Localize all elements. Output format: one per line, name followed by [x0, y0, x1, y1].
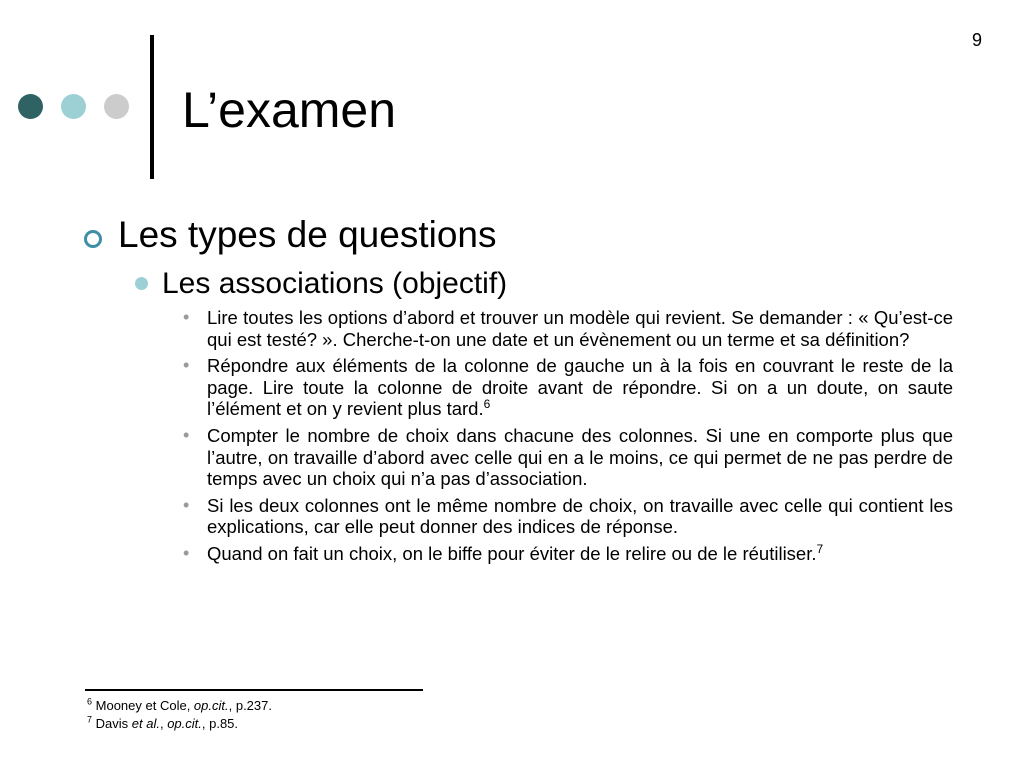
list-item [183, 425, 953, 490]
bullet-text: Lire toutes les options d’abord et trouver un modèle qui revient. Se demander : « Qu’est-ce qui est testé? ». Cherche-t-on une date et un évènement ou un terme et sa définition? [207, 307, 953, 350]
dot-bullet-icon: • [183, 542, 190, 563]
footnote-author: Mooney et Cole, [95, 698, 194, 713]
dot-bullet-icon: • [183, 307, 190, 327]
dot-bullet-icon: • [183, 355, 190, 376]
footnote-italic: op.cit. [193, 698, 229, 713]
list-item [183, 355, 953, 420]
dot-bullet-icon: • [183, 494, 190, 515]
footnote-ref: 6 [483, 397, 491, 412]
footnote-page: , p.237. [228, 698, 272, 713]
level2-heading: Les associations (objectif) [162, 267, 508, 300]
footnote-page: , p.85. [201, 716, 239, 731]
list-item [183, 543, 953, 565]
bullet-text: Si les deux colonnes ont le même nombre de choix, on travaille avec celle qui contient les explications, car elle peut donner des indices de réponse. [207, 494, 953, 538]
slide-number: 9 [971, 30, 982, 50]
footnote-number: 7 [87, 714, 93, 725]
bullet-text: Répondre aux éléments de la colonne de gauche un à la fois en couvrant le reste de la page. Lire toute la colonne de droite avant de répondre. Si on a un doute, on saute l’élément et on y revient plus tard. [207, 355, 953, 420]
dot-bullet-icon: • [183, 424, 190, 445]
footnote-6 [87, 697, 272, 715]
bullet-text: Compter le nombre de choix dans chacune des colonnes. Si une en comporte plus que l’autre, on travaille d’abord avec celle qui en a le moins, ce qui permet de ne pas perdre de temps avec un choix qui n’a pas d’association. [207, 424, 953, 490]
list-item [183, 307, 953, 350]
bullet-list [183, 307, 953, 570]
bullet-text: Quand on fait un choix, on le biffe pour éviter de le relire ou de le réutiliser. [207, 542, 817, 564]
slide-title: L’examen [182, 82, 397, 138]
level1-heading: Les types de questions [118, 214, 497, 255]
footnote-7 [87, 715, 272, 733]
footnote-italic: et al. [131, 716, 160, 731]
list-item [183, 495, 953, 538]
round-bullet-icon [135, 277, 148, 290]
footnote-rule [85, 689, 423, 691]
ring-bullet-icon [84, 230, 102, 248]
footnote-author: Davis [95, 716, 132, 731]
footnote-number: 6 [87, 696, 93, 707]
footnote-ref: 7 [816, 541, 824, 556]
footnote-italic: op.cit. [167, 716, 202, 731]
footnote-sep: , [159, 716, 168, 731]
footnotes [87, 697, 272, 733]
